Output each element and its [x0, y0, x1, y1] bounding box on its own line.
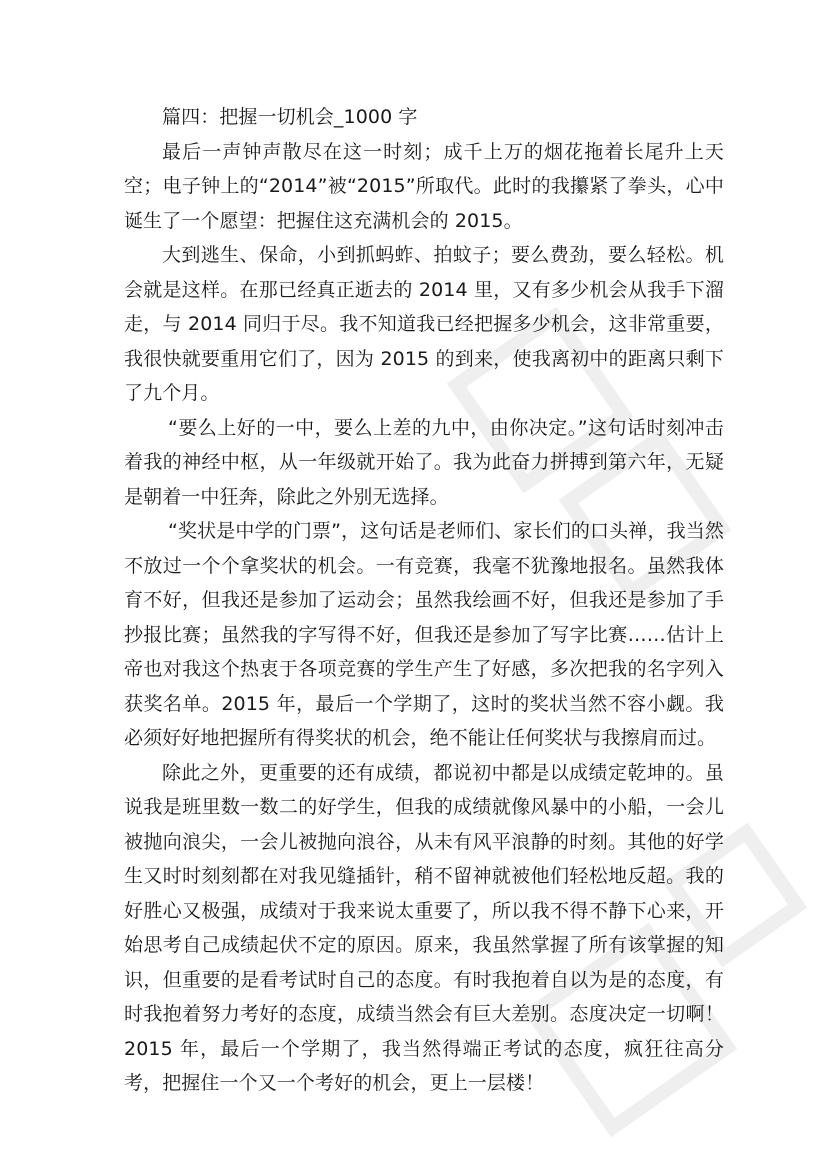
document-title: 篇四：把握一切机会_1000 字 — [162, 106, 418, 128]
paragraph-1: 最后一声钟声散尽在这一时刻；成千上万的烟花拖着长尾升上天空；电子钟上的“2014”被“2015”所取代。此时的我攥紧了拳头，心中诞生了一个愿望：把握住这充满机会的 2015。 — [124, 140, 724, 232]
paragraph-2: 大到逃生、保命，小到抓蚂蚱、拍蚊子；要么费劲，要么轻松。机会就是这样。在那已经真正逝去的 2014 里，又有多少机会从我手下溜走，与 2014 同归于尽。我不知道我已经把握多少机会，这非常重要，我很快就要重用它们了，因为 2015 的到来，使我离初中的距离只剩下了九个月。 — [124, 244, 724, 404]
paragraph-5: 除此之外，更重要的还有成绩，都说初中都是以成绩定乾坤的。虽说我是班里数一数二的好学生，但我的成绩就像风暴中的小船，一会儿被抛向浪尖，一会儿被抛向浪谷，从未有风平浪静的时刻。其他的好学生又时时刻刻都在对我见缝插针，稍不留神就被他们轻松地反超。我的好胜心又极强，成绩对于我来说太重要了，所以我不得不静下心来，开始思考自己成绩起伏不定的原因。原来，我虽然掌握了所有该掌握的知识，但重要的是看考试时自己的态度。有时我抱着自以为是的态度，有时我抱着努力考好的态度，成绩当然会有巨大差别。态度决定一切啊！2015 年，最后一个学期了，我当然得端正考试的态度，疯狂往高分考，把握住一个又一个考好的机会，更上一层楼！ — [124, 761, 724, 1094]
paragraph-4: “奖状是中学的门票”，这句话是老师们、家长们的口头禅，我当然不放过一个个拿奖状的机会。一有竞赛，我毫不犹豫地报名。虽然我体育不好，但我还是参加了运动会；虽然我绘画不好，但我还是参加了手抄报比赛；虽然我的字写得不好，但我还是参加了写字比赛……估计上帝也对我这个热衷于各项竞赛的学生产生了好感，多次把我的名字列入获奖名单。2015 年，最后一个学期了，这时的奖状当然不容小觑。我必须好好地把握所有得奖状的机会，绝不能让任何奖状与我擦肩而过。 — [124, 520, 724, 749]
paragraph-3: “要么上好的一中，要么上差的九中，由你决定。”这句话时刻冲击着我的神经中枢，从一年级就开始了。我为此奋力拼搏到第六年，无疑是朝着一中狂奔，除此之外别无选择。 — [124, 416, 724, 508]
document-body — [124, 100, 724, 1101]
